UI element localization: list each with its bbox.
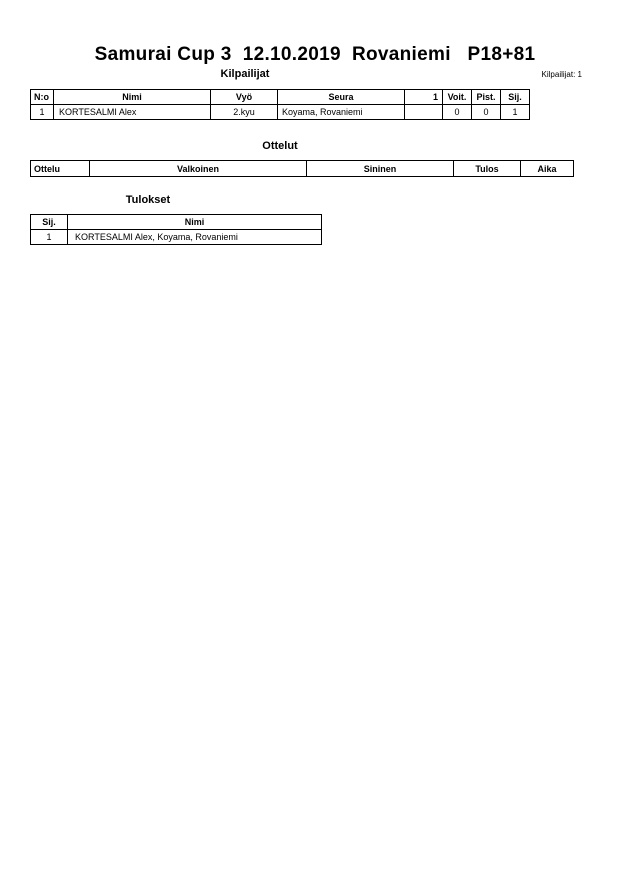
column-header-wins: Voit. — [443, 90, 472, 105]
matches-table — [30, 160, 574, 177]
cell-club: Koyama, Rovaniemi — [278, 105, 405, 120]
column-header-result-name: Nimi — [68, 215, 322, 230]
column-header-name: Nimi — [54, 90, 211, 105]
column-header-match: Ottelu — [31, 161, 90, 177]
column-header-belt: Vyö — [211, 90, 278, 105]
matches-heading: Ottelut — [262, 140, 298, 152]
cell-name: KORTESALMI Alex — [54, 105, 211, 120]
table-row — [31, 230, 322, 245]
column-header-no: N:o — [31, 90, 54, 105]
cell-result-rank: 1 — [31, 230, 68, 245]
cell-belt: 2.kyu — [211, 105, 278, 120]
results-table — [30, 214, 322, 245]
results-heading: Tulokset — [125, 194, 171, 206]
table-row — [31, 105, 530, 120]
column-header-white: Valkoinen — [90, 161, 307, 177]
column-header-pool: 1 — [405, 90, 443, 105]
table-header-row — [31, 215, 322, 230]
column-header-result-rank: Sij. — [31, 215, 68, 230]
table-header-row — [31, 90, 530, 105]
cell-points: 0 — [472, 105, 501, 120]
competitors-heading: Kilpailijat — [220, 68, 270, 80]
table-header-row — [31, 161, 574, 177]
column-header-time: Aika — [521, 161, 574, 177]
cell-no: 1 — [31, 105, 54, 120]
cell-result-name: KORTESALMI Alex, Koyama, Rovaniemi — [68, 230, 322, 245]
competitor-count: Kilpailijat: 1 — [541, 70, 582, 79]
competitors-table — [30, 89, 530, 120]
column-header-club: Seura — [278, 90, 405, 105]
cell-rank: 1 — [501, 105, 530, 120]
column-header-points: Pist. — [472, 90, 501, 105]
column-header-result: Tulos — [454, 161, 521, 177]
column-header-rank: Sij. — [501, 90, 530, 105]
cell-pool — [405, 105, 443, 120]
page-title: Samurai Cup 3 12.10.2019 Rovaniemi P18+81 — [94, 44, 536, 65]
cell-wins: 0 — [443, 105, 472, 120]
column-header-blue: Sininen — [307, 161, 454, 177]
